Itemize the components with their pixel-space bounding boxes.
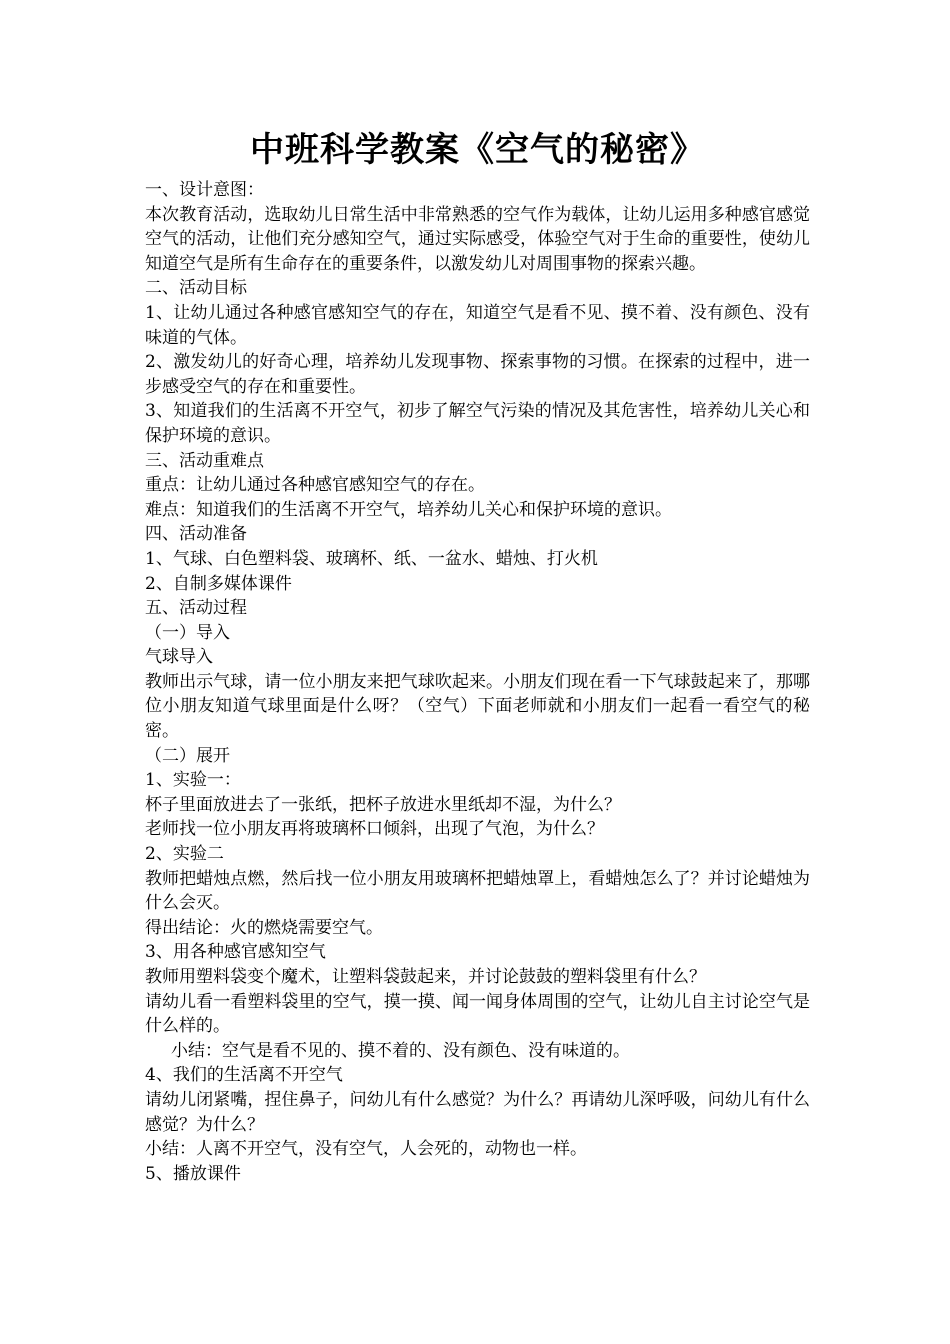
preparation-item-2: 2、自制多媒体课件 (145, 573, 292, 594)
section-heading-design: 一、设计意图： (145, 180, 264, 200)
section-heading-goals: 二、活动目标 (145, 278, 247, 299)
difficult-point: 难点：知道我们的生活离不开空气，培养幼儿关心和保护环境的意识。 (145, 499, 672, 520)
goal-item-2: 2、激发幼儿的好奇心理，培养幼儿发现事物、探索事物的习惯。在探索的过程中，进一步感受空气的存在和重要性。 (145, 352, 810, 397)
senses-step-1: 教师用塑料袋变个魔术，让塑料袋鼓起来，并讨论鼓鼓的塑料袋里有什么？ (145, 967, 706, 987)
intro-title: 气球导入 (145, 647, 213, 668)
senses-step-2: 请幼儿看一看塑料袋里的空气，摸一摸、闻一闻身体周围的空气，让幼儿自主讨论空气是什么样的。 (145, 991, 810, 1037)
experiment-2-heading: 2、实验二 (145, 844, 224, 865)
section-heading-key-points: 三、活动重难点 (145, 450, 264, 471)
preparation-item-1: 1、气球、白色塑料袋、玻璃杯、纸、一盆水、蜡烛、打火机 (145, 548, 598, 569)
experiment-2-step: 教师把蜡烛点燃，然后找一位小朋友用玻璃杯把蜡烛罩上，看蜡烛怎么了？并讨论蜡烛为什么会灭。 (145, 868, 810, 914)
experiment-1-heading: 1、实验一： (145, 770, 241, 791)
document-title: 中班科学教案《空气的秘密》 (250, 130, 705, 170)
senses-summary: 小结：空气是看不见的、摸不着的、没有颜色、没有味道的。 (171, 1040, 630, 1061)
experiment-1-step-1: 杯子里面放进去了一张纸，把杯子放进水里纸却不湿，为什么？ (145, 794, 621, 815)
document-page (145, 124, 810, 1186)
subsection-heading-expand: （二）展开 (145, 745, 230, 766)
intro-paragraph: 教师出示气球，请一位小朋友来把气球吹起来。小朋友们现在看一下气球鼓起来了，那哪位小朋友知道气球里面是什么呀？（空气）下面老师就和小朋友们一起看一看空气的秘密。 (145, 671, 810, 742)
life-heading: 4、我们的生活离不开空气 (145, 1065, 343, 1086)
section-heading-process: 五、活动过程 (145, 598, 247, 619)
goal-item-1: 1、让幼儿通过各种感官感知空气的存在，知道空气是看不见、摸不着、没有颜色、没有味道的气体。 (145, 302, 810, 348)
courseware-heading: 5、播放课件 (145, 1163, 241, 1184)
life-step: 请幼儿闭紧嘴，捏住鼻子，问幼儿有什么感觉？为什么？再请幼儿深呼吸，问幼儿有什么感觉？为什么？ (145, 1089, 810, 1135)
experiment-1-step-2: 老师找一位小朋友再将玻璃杯口倾斜，出现了气泡，为什么？ (145, 819, 604, 840)
paragraph-design-intent: 本次教育活动，选取幼儿日常生活中非常熟悉的空气作为载体，让幼儿运用多种感官感觉空气的活动，让他们充分感知空气，通过实际感受，体验空气对于生命的重要性，使幼儿知道空气是所有生命存在的重要条件，以激发幼儿对周围事物的探索兴趣。 (145, 204, 810, 274)
experiment-2-conclusion: 得出结论：火的燃烧需要空气。 (145, 917, 383, 938)
section-heading-preparation: 四、活动准备 (145, 524, 247, 545)
key-point: 重点：让幼儿通过各种感官感知空气的存在。 (145, 475, 485, 496)
senses-heading: 3、用各种感官感知空气 (145, 942, 326, 963)
goal-item-3: 3、知道我们的生活离不开空气，初步了解空气污染的情况及其危害性，培养幼儿关心和保护环境的意识。 (145, 401, 810, 446)
subsection-heading-intro: （一）导入 (145, 622, 230, 643)
life-summary: 小结：人离不开空气，没有空气，人会死的，动物也一样。 (145, 1139, 587, 1160)
